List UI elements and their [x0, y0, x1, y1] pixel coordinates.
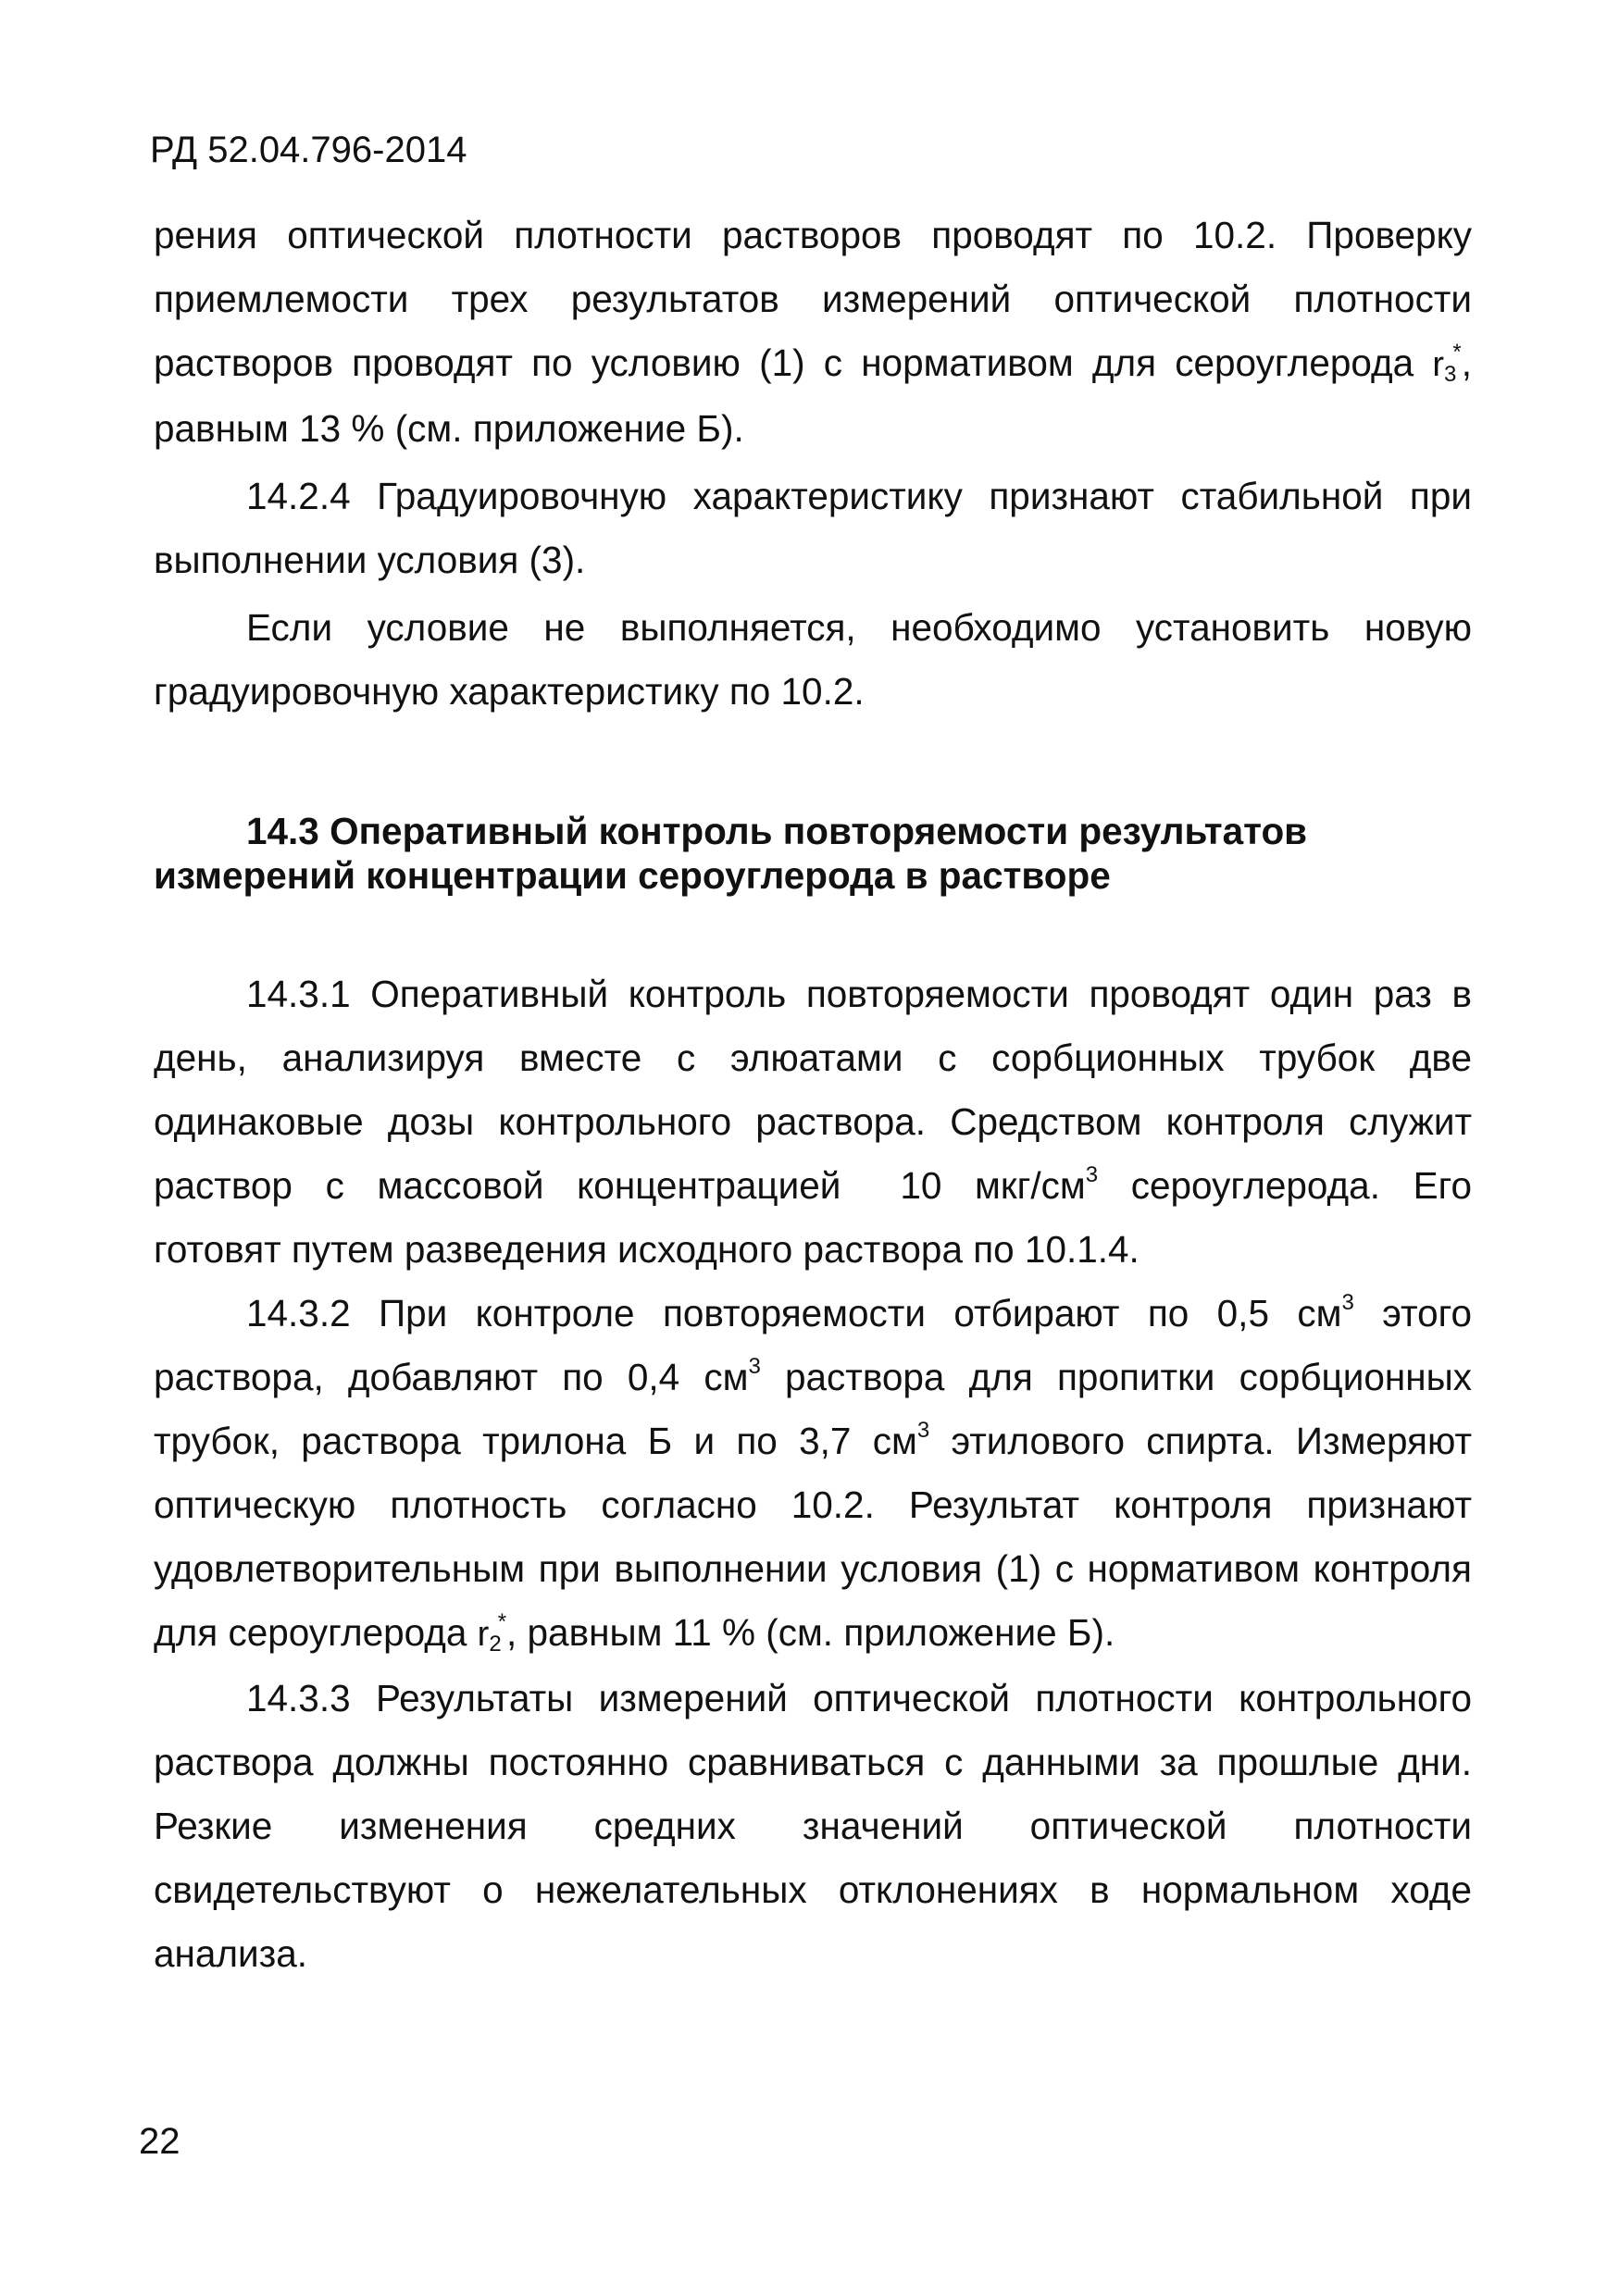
text-run: сероуглерода. Его готовят путем разведения исходного раствора по 10.1.4.	[154, 1164, 1472, 1271]
asterisk: *	[497, 1609, 507, 1634]
paragraph-14-3-3: 14.3.3 Результаты измерений оптической плотности контрольного раствора должны постоянно сравниваться с данными за прошлые дни. Резкие изменения средних значений оптической плотности свидетельствуют о нежелательных отклонениях в нормальном ходе анализа.	[154, 1677, 1472, 1975]
document-id-header: РД 52.04.796-2014	[150, 130, 467, 170]
text-run: , равным 11 % (см. приложение Б).	[506, 1611, 1115, 1654]
superscript: 3	[748, 1354, 761, 1379]
text-run: раствора для пропитки сорбционных трубок, раствора трилона Б и по 3,7 см	[154, 1356, 1472, 1462]
superscript: 3	[1341, 1290, 1354, 1315]
subscript: 3	[1444, 362, 1457, 387]
text-run: рения оптической плотности растворов проводят по 10.2. Проверку приемлемости трех результатов измерений оптической плотности растворов проводят по условию (1) с нормативом для сероуглерода	[154, 214, 1472, 384]
paragraph-condition-not-met: Если условие не выполняется, необходимо установить новую градуировочную характеристику по 10.2.	[154, 606, 1472, 713]
text-run: этого раствора, добавляют по 0,4 см	[154, 1292, 1472, 1398]
text-run: 14.3.1 Оперативный контроль повторяемости проводят один раз в день, анализируя вместе с элюатами с сорбционных трубок две одинаковые дозы контрольного раствора. Средством контроля служит раствор с массовой концентрацией	[154, 973, 1472, 1207]
paragraph-14-3-1	[154, 962, 1472, 1282]
superscript: 3	[916, 1418, 930, 1443]
symbol-r: r	[1432, 345, 1445, 384]
asterisk: *	[1452, 340, 1462, 365]
page-number: 22	[139, 2121, 181, 2162]
symbol-r: r	[477, 1615, 490, 1654]
section-heading-14-3: 14.3 Оперативный контроль повторяемости результатов измерений концентрации сероуглерода в растворе	[154, 810, 1308, 897]
text-run: 14.3.2 При контроле повторяемости отбирают по 0,5 см	[246, 1292, 1342, 1334]
paragraph-14-2-4: 14.2.4 Градуировочную характеристику признают стабильной при выполнении условия (3).	[154, 475, 1472, 581]
text-run: этилового спирта. Измеряют оптическую плотность согласно 10.2. Результат контроля признают удовлетворительным при выполнении условия (1) с нормативом контроля для сероуглерода	[154, 1420, 1472, 1654]
body-text	[154, 204, 1472, 1986]
text-run: , равным 13 % (см. приложение Б).	[154, 341, 1472, 450]
superscript: 3	[1085, 1162, 1099, 1187]
paragraph-continuation	[154, 204, 1472, 461]
subscript: 2	[489, 1632, 502, 1657]
paragraph-14-3-2	[154, 1282, 1472, 1667]
text-run: 10 мкг/см	[900, 1164, 1086, 1207]
